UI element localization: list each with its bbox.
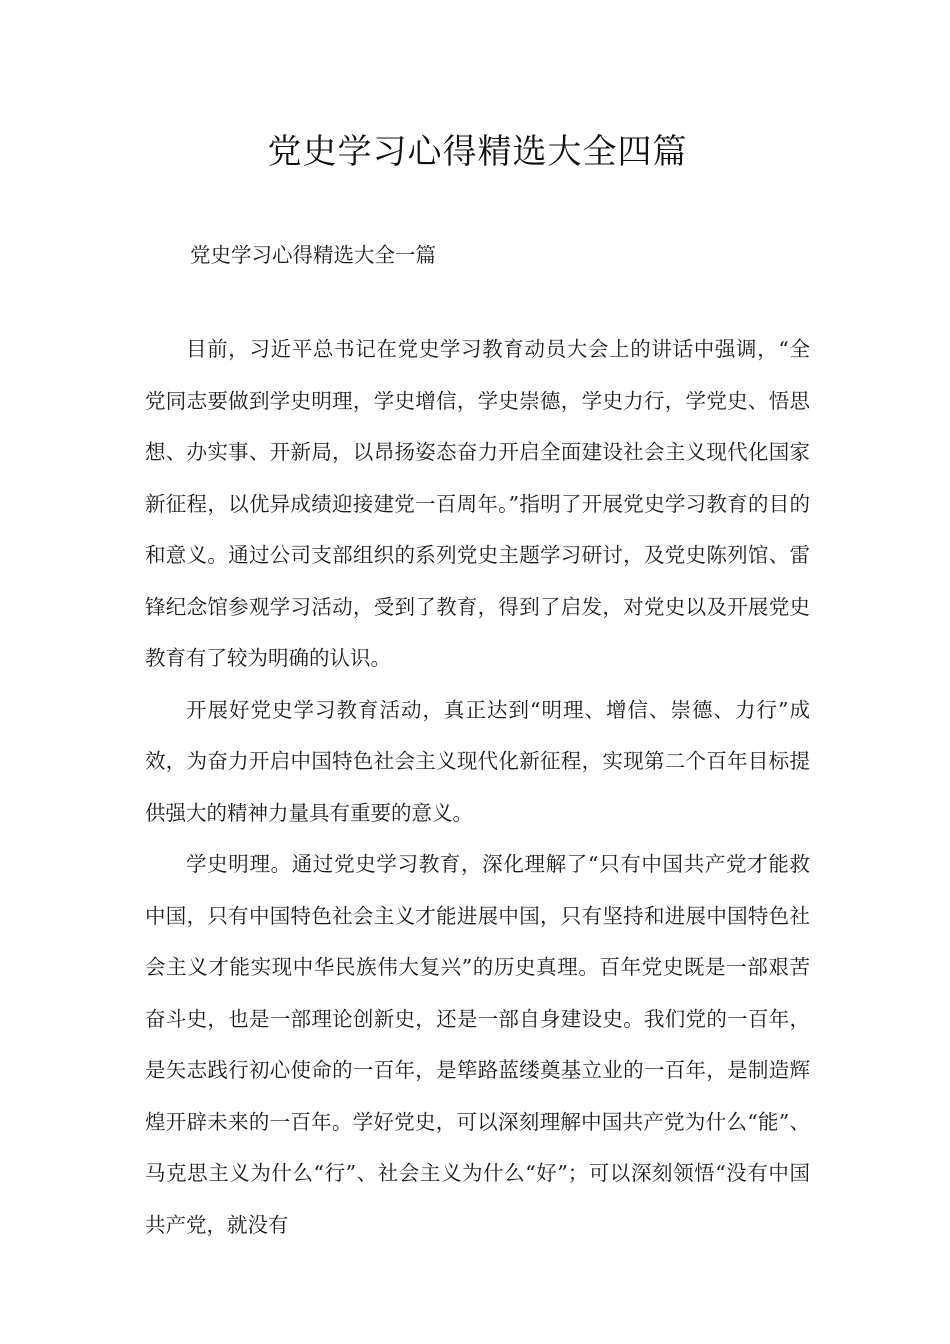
paragraph-2: 开展好党史学习教育活动，真正达到“明理、增信、崇德、力行”成效，为奋力开启中国特色社会主义现代化新征程，实现第二个百年目标提供强大的精神力量具有重要的意义。: [145, 697, 810, 825]
paragraph-3: 学史明理。通过党史学习教育，深化理解了“只有中国共产党才能救中国，只有中国特色社会主义才能进展中国，只有坚持和进展中国特色社会主义才能实现中华民族伟大复兴”的历史真理。百年党史既是一部艰苦奋斗史，也是一部理论创新史，还是一部自身建设史。我们党的一百年，是矢志践行初心使命的一百年，是筚路蓝缕奠基立业的一百年，是制造辉煌开辟未来的一百年。学好党史，可以深刻理解中国共产党为什么“能”、马克思主义为什么“行”、社会主义为什么“好”；可以深刻领悟“没有中国共产党，就没有: [145, 852, 810, 1237]
body-text: [145, 324, 810, 1251]
section-heading: 党史学习心得精选大全一篇: [190, 243, 436, 267]
document-title: 党史学习心得精选大全四篇: [267, 132, 688, 172]
paragraph-1: 目前，习近平总书记在党史学习教育动员大会上的讲话中强调，“全党同志要做到学史明理，学史增信，学史崇德，学史力行，学党史、悟思想、办实事、开新局，以昂扬姿态奋力开启全面建设社会主义现代化国家新征程，以优异成绩迎接建党一百周年。”指明了开展党史学习教育的目的和意义。通过公司支部组织的系列党史主题学习研讨，及党史陈列馆、雷锋纪念馆参观学习活动，受到了教育，得到了启发，对党史以及开展党史教育有了较为明确的认识。: [145, 337, 810, 670]
